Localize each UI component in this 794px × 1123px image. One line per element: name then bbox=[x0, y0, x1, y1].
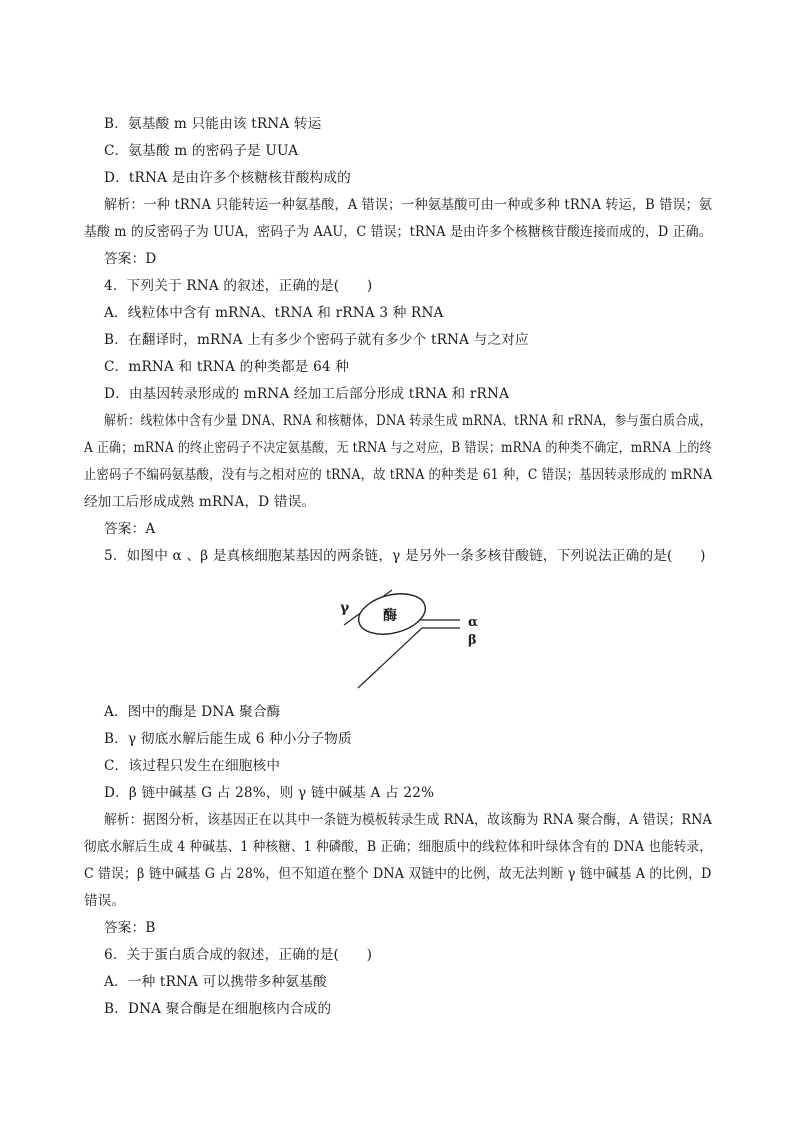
option-a-q6: A．一种 tRNA 可以携带多种氨基酸 bbox=[104, 974, 327, 990]
analysis-q5-line1: 解析：据图分析，该基因正在以其中一条链为模板转录生成 RNA，故该酶为 RNA 聚合酶，A 错误；RNA bbox=[104, 812, 712, 828]
question-6: 6．关于蛋白质合成的叙述，正确的是( ) bbox=[104, 947, 373, 963]
option-d-q4: D．由基因转录形成的 mRNA 经加工后部分形成 tRNA 和 rRNA bbox=[104, 386, 510, 402]
analysis-q4-line3: 止密码子不编码氨基酸，没有与之相对应的 tRNA，故 tRNA 的种类是 61 种，C 错误；基因转录形成的 mRNA bbox=[84, 467, 713, 483]
option-c-q4: C．mRNA 和 tRNA 的种类都是 64 种 bbox=[104, 359, 350, 375]
answer-q4: 答案：A bbox=[104, 521, 156, 537]
alpha-label: α bbox=[468, 615, 479, 630]
option-d-q3: D．tRNA 是由许多个核糖核苷酸构成的 bbox=[104, 170, 351, 186]
option-a-q4: A．线粒体中含有 mRNA、tRNA 和 rRNA 3 种 RNA bbox=[104, 305, 444, 321]
option-d-q5: D．β 链中碱基 G 占 28%，则 γ 链中碱基 A 占 22% bbox=[104, 785, 435, 801]
option-b-q5: B．γ 彻底水解后能生成 6 种小分子物质 bbox=[104, 731, 352, 747]
option-b-q4: B．在翻译时，mRNA 上有多少个密码子就有多少个 tRNA 与之对应 bbox=[104, 332, 529, 348]
analysis-q3-line1: 解析：一种 tRNA 只能转运一种氨基酸，A 错误；一种氨基酸可由一种或多种 tRNA 转运，B 错误；氨 bbox=[104, 197, 713, 213]
option-c-q3: C．氨基酸 m 的密码子是 UUA bbox=[104, 143, 299, 159]
option-b-q3: B．氨基酸 m 只能由该 tRNA 转运 bbox=[104, 116, 322, 132]
option-b-q6: B．DNA 聚合酶是在细胞核内合成的 bbox=[104, 1001, 332, 1017]
analysis-q5-line3: C 错误；β 链中碱基 G 占 28%，但不知道在整个 DNA 双链中的比例，故无法判断 γ 链中碱基 A 的比例，D bbox=[84, 866, 712, 882]
option-c-q5: C．该过程只发生在细胞核中 bbox=[104, 758, 281, 774]
option-a-q5: A．图中的酶是 DNA 聚合酶 bbox=[104, 704, 281, 720]
transcription-diagram bbox=[330, 580, 500, 692]
answer-q3: 答案：D bbox=[104, 251, 157, 267]
enzyme-label: 酶 bbox=[383, 608, 397, 624]
analysis-q4-line4: 经加工后形成成熟 mRNA，D 错误。 bbox=[84, 494, 316, 510]
analysis-q5-line2: 彻底水解后生成 4 种碱基、1 种核糖、1 种磷酸，B 正确；细胞质中的线粒体和叶绿体含有的 DNA 也能转录， bbox=[84, 839, 712, 855]
question-4: 4．下列关于 RNA 的叙述，正确的是( ) bbox=[104, 278, 373, 294]
analysis-q4-line1: 解析：线粒体中含有少量 DNA、RNA 和核糖体，DNA 转录生成 mRNA、tRNA 和 rRNA，参与蛋白质合成， bbox=[104, 413, 712, 429]
analysis-q3-line2: 基酸 m 的反密码子为 UUA，密码子为 AAU，C 错误；tRNA 是由许多个核糖核苷酸连接而成的，D 正确。 bbox=[84, 224, 712, 240]
question-5: 5．如图中 α 、β 是真核细胞某基因的两条链，γ 是另外一条多核苷酸链，下列说法正确的是( ) bbox=[104, 548, 706, 564]
beta-label: β bbox=[468, 633, 477, 648]
gamma-label: γ bbox=[340, 600, 350, 616]
analysis-q5-line4: 错误。 bbox=[84, 893, 126, 909]
beta-strand-diagonal bbox=[358, 628, 422, 688]
answer-q5: 答案：B bbox=[104, 920, 156, 936]
analysis-q4-line2: A 正确；mRNA 的终止密码子不决定氨基酸，无 tRNA 与之对应，B 错误；mRNA 的种类不确定，mRNA 上的终 bbox=[84, 440, 712, 456]
